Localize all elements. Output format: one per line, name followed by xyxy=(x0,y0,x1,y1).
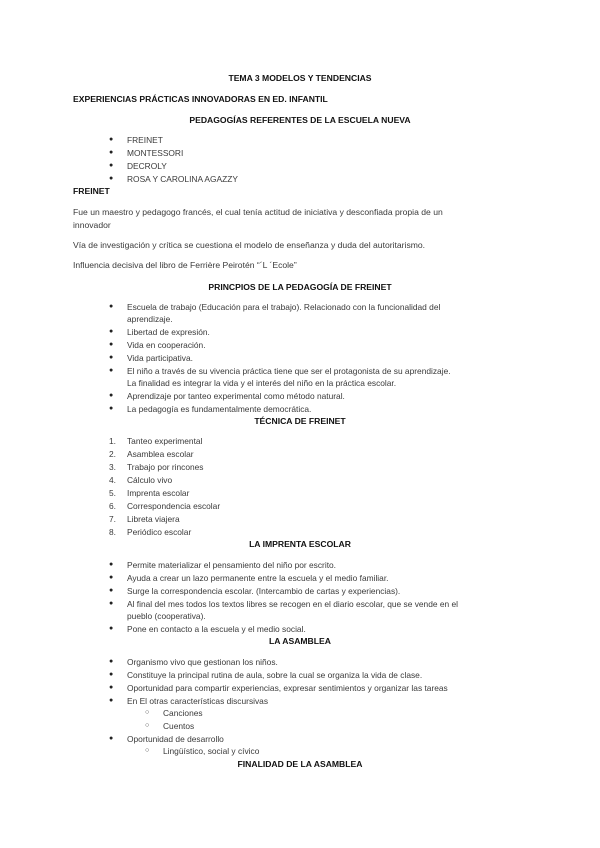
list-item: Libertad de expresión. xyxy=(127,327,210,337)
paragraph-line: innovador xyxy=(73,220,111,230)
section-heading-freinet: FREINET xyxy=(73,186,110,196)
bullet-icon: ● xyxy=(109,697,114,704)
bullet-icon: ● xyxy=(109,303,114,310)
bullet-icon: ● xyxy=(109,671,114,678)
bullet-icon: ● xyxy=(109,341,114,348)
list-number: 5. xyxy=(109,488,116,498)
list-item: En El otras características discursivas xyxy=(127,696,269,706)
list-item: Asamblea escolar xyxy=(127,449,194,459)
bullet-icon: ● xyxy=(109,175,114,182)
list-item: Libreta viajera xyxy=(127,514,180,524)
paragraph-line: Fue un maestro y pedagogo francés, el cual tenía actitud de iniciativa y desconfiada propia de un xyxy=(73,207,443,217)
paragraph: Influencia decisiva del libro de Ferrière Peirotén “´L ´Ecole” xyxy=(73,260,297,270)
list-item: Escuela de trabajo (Educación para el trabajo). Relacionado con la funcionalidad del xyxy=(127,302,441,312)
list-item: ROSA Y CAROLINA AGAZZY xyxy=(127,174,238,184)
bullet-icon: ● xyxy=(109,625,114,632)
sub-list-item: Cuentos xyxy=(163,721,195,731)
bullet-icon: ● xyxy=(109,149,114,156)
list-item: Organismo vivo que gestionan los niños. xyxy=(127,657,278,667)
list-number: 8. xyxy=(109,527,116,537)
bullet-icon: ● xyxy=(109,561,114,568)
list-item: El niño a través de su vivencia práctica tiene que ser el protagonista de su aprendizaje. xyxy=(127,366,451,376)
list-item: Aprendizaje por tanteo experimental como método natural. xyxy=(127,391,345,401)
bullet-icon: ● xyxy=(109,367,114,374)
list-item: Vida participativa. xyxy=(127,353,193,363)
section-heading-finalidad: FINALIDAD DE LA ASAMBLEA xyxy=(237,759,363,769)
sub-list-item: Lingüístico, social y cívico xyxy=(163,746,260,756)
bullet-icon: ● xyxy=(109,162,114,169)
list-item: Trabajo por rincones xyxy=(127,462,204,472)
list-number: 6. xyxy=(109,501,116,511)
list-item: Periódico escolar xyxy=(127,527,192,537)
list-item: Al final del mes todos los textos libres se recogen en el diario escolar, que se vende en el xyxy=(127,599,459,609)
sub-list-item: Canciones xyxy=(163,708,203,718)
list-item: Ayuda a crear un lazo permanente entre la escuela y el medio familiar. xyxy=(127,573,389,583)
sub-bullet-icon: ○ xyxy=(145,709,150,716)
bullet-icon: ● xyxy=(109,600,114,607)
list-item: Tanteo experimental xyxy=(127,436,203,446)
list-item: Correspondencia escolar xyxy=(127,501,221,511)
section-heading-imprenta: LA IMPRENTA ESCOLAR xyxy=(249,539,351,549)
list-item: La pedagogía es fundamentalmente democrática. xyxy=(127,404,312,414)
bullet-icon: ● xyxy=(109,684,114,691)
list-item: FREINET xyxy=(127,135,163,145)
list-number: 2. xyxy=(109,449,116,459)
paragraph: Vía de investigación y crítica se cuestiona el modelo de enseñanza y duda del autoritarismo. xyxy=(73,240,426,250)
list-number: 4. xyxy=(109,475,116,485)
bullet-icon: ● xyxy=(109,328,114,335)
list-item: Pone en contacto a la escuela y el medio social. xyxy=(127,624,306,634)
list-item: Oportunidad de desarrollo xyxy=(127,734,224,744)
list-item: Constituye la principal rutina de aula, sobre la cual se organiza la vida de clase. xyxy=(127,670,423,680)
list-item: Vida en cooperación. xyxy=(127,340,206,350)
bullet-icon: ● xyxy=(109,574,114,581)
bullet-icon: ● xyxy=(109,405,114,412)
list-number: 7. xyxy=(109,514,116,524)
list-item: Surge la correspondencia escolar. (Intercambio de cartas y experiencias). xyxy=(127,586,401,596)
list-number: 3. xyxy=(109,462,116,472)
bullet-icon: ● xyxy=(109,587,114,594)
list-item-continuation: aprendizaje. xyxy=(127,314,173,324)
list-item-continuation: La finalidad es integrar la vida y el interés del niño en la práctica escolar. xyxy=(127,378,397,388)
list-item: Oportunidad para compartir experiencias, expresar sentimientos y organizar las tareas xyxy=(127,683,448,693)
list-item-continuation: pueblo (cooperativa). xyxy=(127,611,206,621)
document-subtitle: EXPERIENCIAS PRÁCTICAS INNOVADORAS EN ED. INFANTIL xyxy=(73,94,328,104)
list-item: Imprenta escolar xyxy=(127,488,190,498)
sub-bullet-icon: ○ xyxy=(145,722,150,729)
sub-bullet-icon: ○ xyxy=(145,747,150,754)
list-item: MONTESSORI xyxy=(127,148,184,158)
bullet-icon: ● xyxy=(109,354,114,361)
list-item: DECROLY xyxy=(127,161,167,171)
section-heading-asamblea: LA ASAMBLEA xyxy=(269,636,331,646)
document-title: TEMA 3 MODELOS Y TENDENCIAS xyxy=(228,73,372,83)
bullet-icon: ● xyxy=(109,392,114,399)
bullet-icon: ● xyxy=(109,136,114,143)
bullet-icon: ● xyxy=(109,658,114,665)
list-item: Permite materializar el pensamiento del niño por escrito. xyxy=(127,560,337,570)
list-item: Cálculo vivo xyxy=(127,475,173,485)
section-heading-tecnica: TÉCNICA DE FREINET xyxy=(254,416,346,426)
section-heading-referentes: PEDAGOGÍAS REFERENTES DE LA ESCUELA NUEVA xyxy=(189,115,411,125)
section-heading-principios: PRINCPIOS DE LA PEDAGOGÍA DE FREINET xyxy=(208,282,392,292)
bullet-icon: ● xyxy=(109,735,114,742)
list-number: 1. xyxy=(109,436,116,446)
